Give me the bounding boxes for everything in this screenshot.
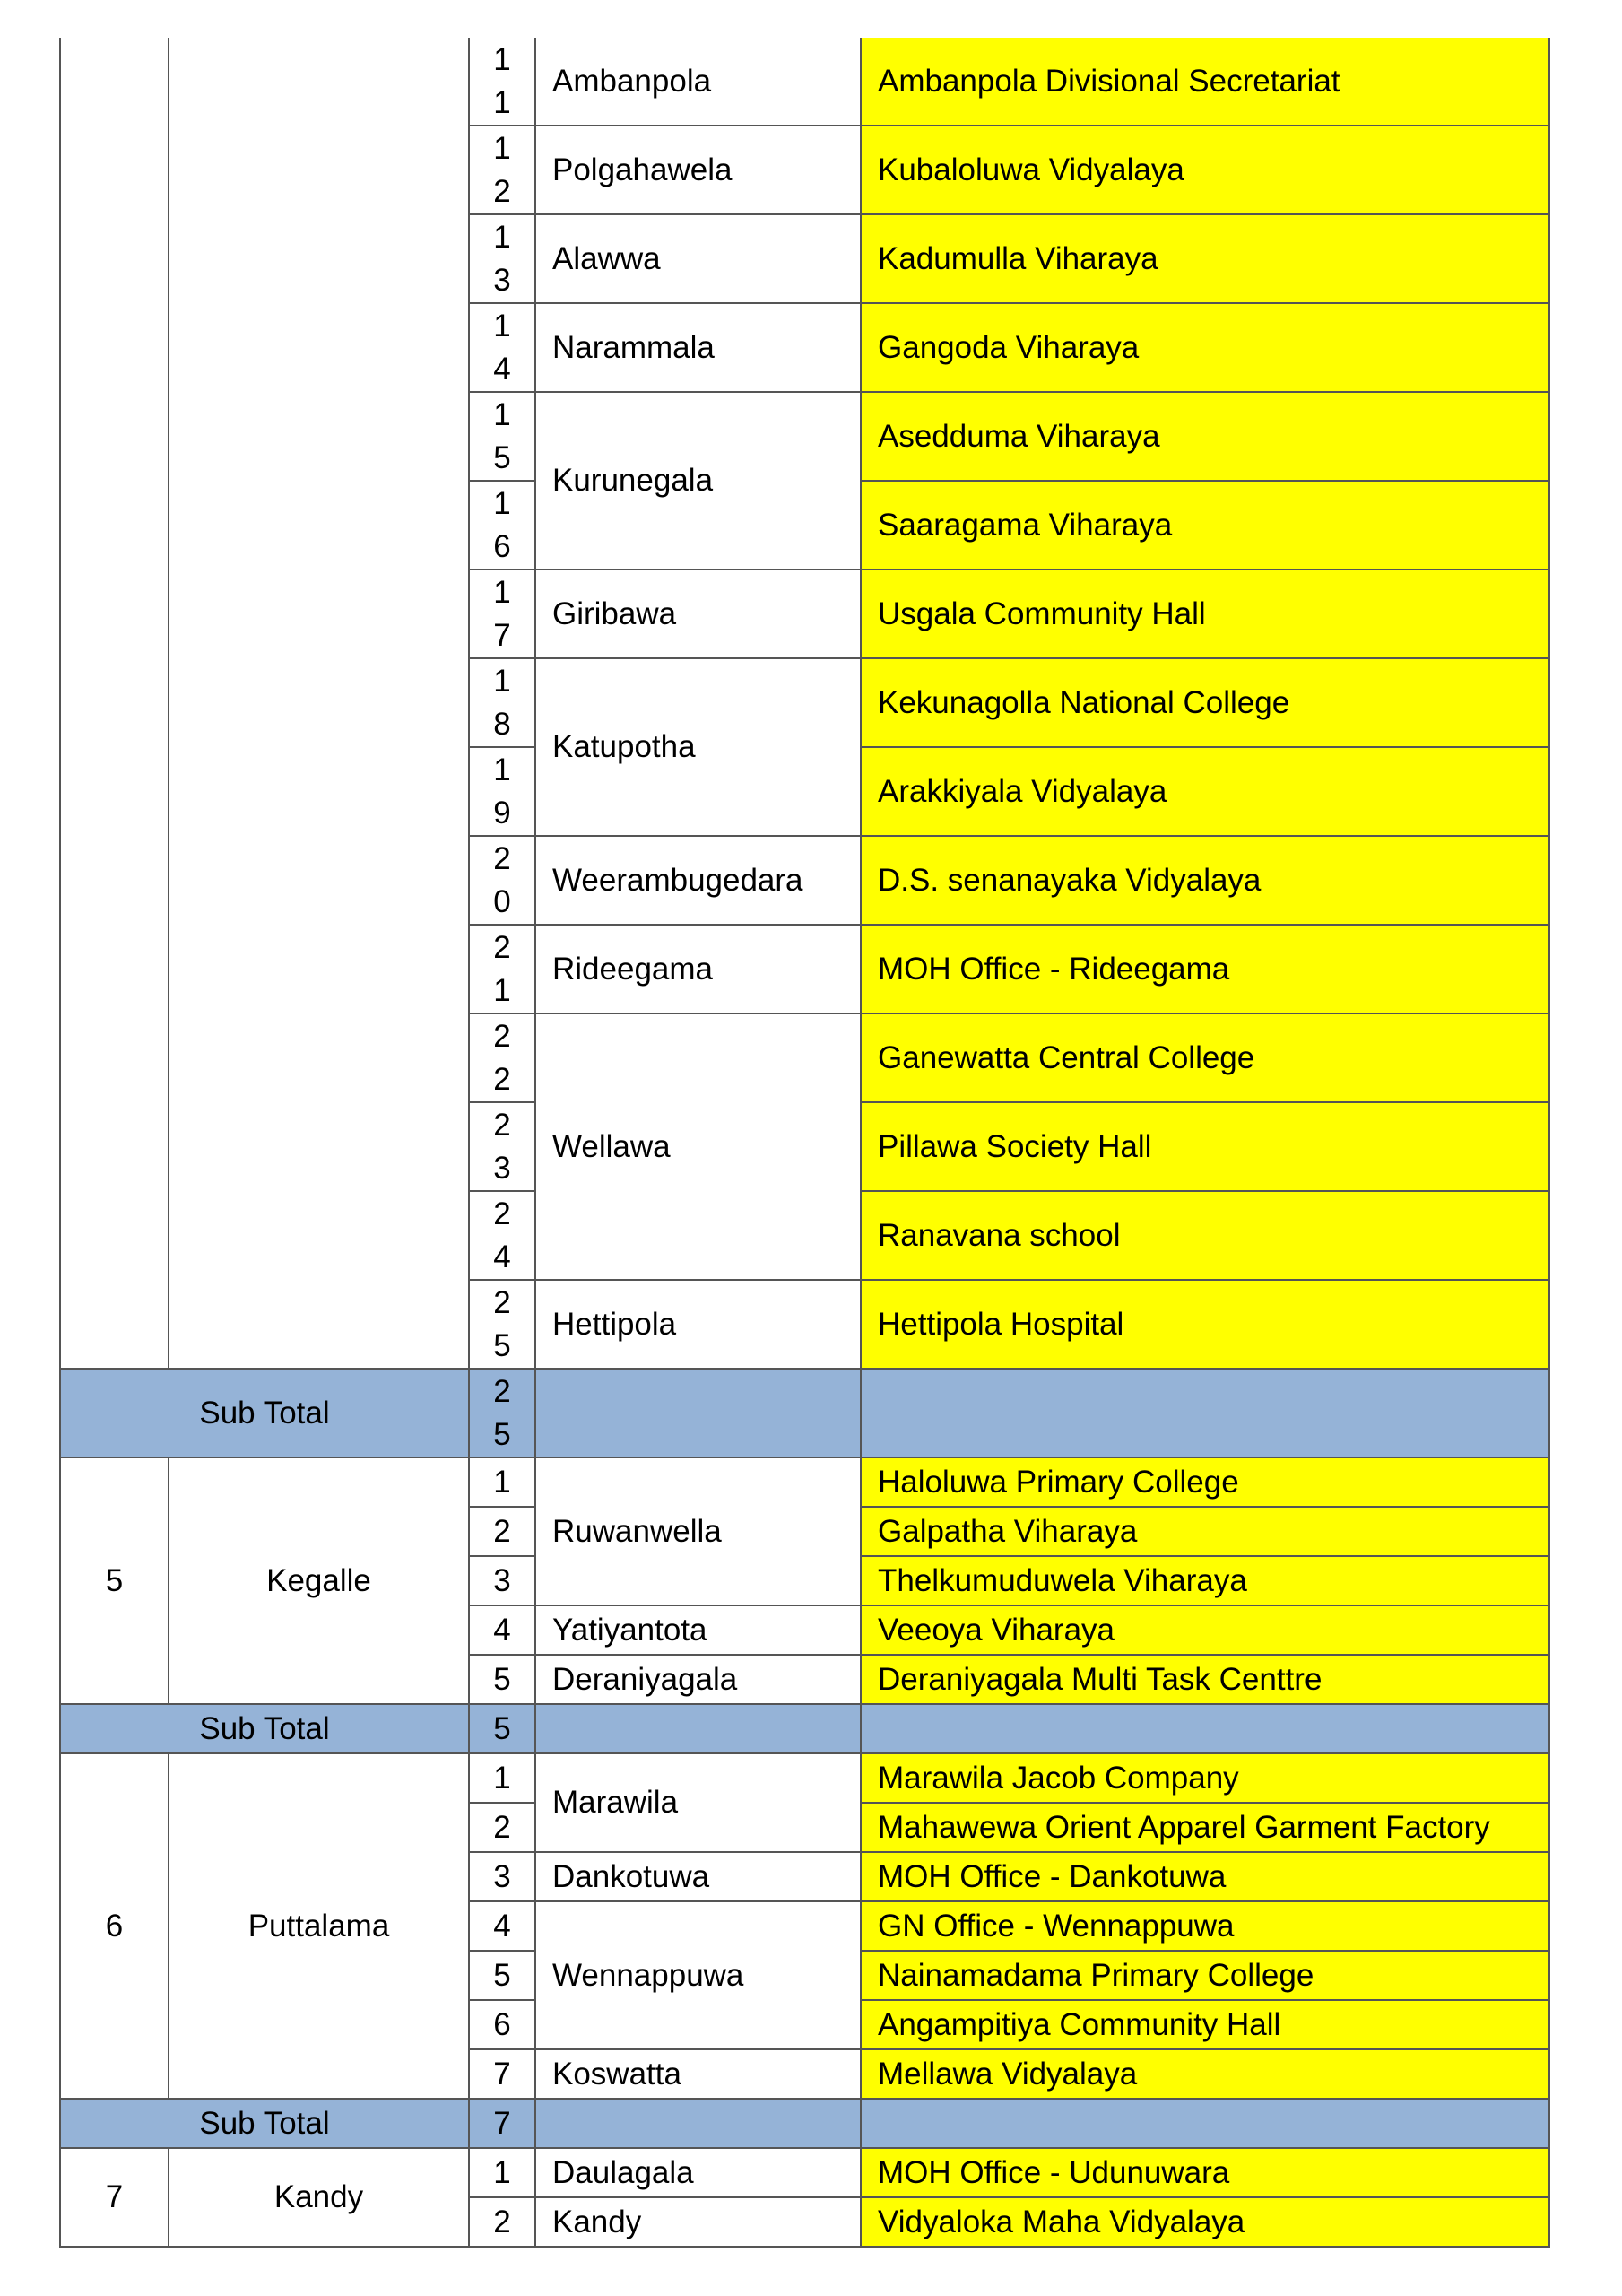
- venue-cell: Vidyaloka Maha Vidyalaya: [861, 2197, 1549, 2247]
- table-row: [60, 1753, 1549, 1803]
- venue-cell: Kekunagolla National College: [861, 658, 1549, 747]
- district-name: Puttalama: [169, 1753, 469, 2099]
- division-cell: Daulagala: [535, 2148, 861, 2197]
- venue-cell: Nainamadama Primary College: [861, 1951, 1549, 2000]
- subtotal-row: [60, 1704, 1549, 1753]
- row-number: 2: [469, 1803, 535, 1852]
- venue-cell: Ranavana school: [861, 1191, 1549, 1280]
- row-number: [469, 1280, 535, 1369]
- row-number-text: 1 5: [493, 396, 511, 475]
- row-number: 4: [469, 1605, 535, 1655]
- subtotal-label: Sub Total: [60, 2099, 469, 2148]
- division-cell: Kurunegala: [535, 392, 861, 570]
- row-number: [469, 1013, 535, 1102]
- division-cell: Polgahawela: [535, 126, 861, 214]
- venue-cell: Hettipola Hospital: [861, 1280, 1549, 1369]
- row-number-text: 2 5: [493, 1284, 511, 1363]
- subtotal-empty-cell: [861, 1704, 1549, 1753]
- subtotal-row: [60, 1369, 1549, 1457]
- subtotal-count: [469, 1369, 535, 1457]
- division-cell: Dankotuwa: [535, 1852, 861, 1901]
- row-number: 4: [469, 1901, 535, 1951]
- row-number-text: 2 1: [493, 929, 511, 1008]
- subtotal-count-text: 2 5: [493, 1373, 511, 1452]
- district-name-cell: [169, 38, 469, 1369]
- table-row: [60, 38, 1549, 126]
- subtotal-empty-cell: [535, 1369, 861, 1457]
- row-number: [469, 1191, 535, 1280]
- row-number-text: 2 3: [493, 1107, 511, 1186]
- row-number-text: 1 1: [493, 41, 511, 120]
- district-index: 6: [60, 1753, 169, 2099]
- division-cell: Hettipola: [535, 1280, 861, 1369]
- district-index-cell: [60, 38, 169, 1369]
- subtotal-empty-cell: [861, 2099, 1549, 2148]
- venue-cell: Asedduma Viharaya: [861, 392, 1549, 481]
- subtotal-count: 5: [469, 1704, 535, 1753]
- venue-cell: Ganewatta Central College: [861, 1013, 1549, 1102]
- venue-cell: Angampitiya Community Hall: [861, 2000, 1549, 2049]
- row-number-text: 1 3: [493, 219, 511, 298]
- venue-table: [59, 38, 1550, 2248]
- row-number: 5: [469, 1951, 535, 2000]
- venue-cell: Haloluwa Primary College: [861, 1457, 1549, 1507]
- division-cell: Marawila: [535, 1753, 861, 1852]
- row-number: [469, 126, 535, 214]
- row-number-text: 1 9: [493, 752, 511, 831]
- subtotal-empty-cell: [861, 1369, 1549, 1457]
- row-number: [469, 570, 535, 658]
- row-number: [469, 214, 535, 303]
- row-number: 1: [469, 2148, 535, 2197]
- venue-cell: Arakkiyala Vidyalaya: [861, 747, 1549, 836]
- division-cell: Deraniyagala: [535, 1655, 861, 1704]
- venue-cell: MOH Office - Rideegama: [861, 925, 1549, 1013]
- venue-cell: Usgala Community Hall: [861, 570, 1549, 658]
- row-number-text: 2 2: [493, 1018, 511, 1097]
- row-number: 7: [469, 2049, 535, 2099]
- row-number: [469, 481, 535, 570]
- district-index: 5: [60, 1457, 169, 1704]
- row-number-text: 2 4: [493, 1196, 511, 1274]
- venue-cell: MOH Office - Udunuwara: [861, 2148, 1549, 2197]
- venue-cell: Mahawewa Orient Apparel Garment Factory: [861, 1803, 1549, 1852]
- venue-cell: Veeoya Viharaya: [861, 1605, 1549, 1655]
- row-number: [469, 836, 535, 925]
- division-cell: Rideegama: [535, 925, 861, 1013]
- subtotal-count: 7: [469, 2099, 535, 2148]
- row-number: 3: [469, 1556, 535, 1605]
- row-number-text: 1 4: [493, 308, 511, 387]
- row-number-text: 2 0: [493, 840, 511, 919]
- district-index: 7: [60, 2148, 169, 2247]
- row-number-text: 1 2: [493, 130, 511, 209]
- row-number: [469, 747, 535, 836]
- subtotal-row: [60, 2099, 1549, 2148]
- row-number-text: 1 7: [493, 574, 511, 653]
- row-number: [469, 1102, 535, 1191]
- venue-cell: Marawila Jacob Company: [861, 1753, 1549, 1803]
- district-name: Kegalle: [169, 1457, 469, 1704]
- venue-cell: GN Office - Wennappuwa: [861, 1901, 1549, 1951]
- division-cell: Alawwa: [535, 214, 861, 303]
- venue-cell: Galpatha Viharaya: [861, 1507, 1549, 1556]
- venue-cell: Ambanpola Divisional Secretariat: [861, 38, 1549, 126]
- subtotal-empty-cell: [535, 2099, 861, 2148]
- table-row: [60, 2148, 1549, 2197]
- row-number: [469, 303, 535, 392]
- row-number: 2: [469, 2197, 535, 2247]
- division-cell: Narammala: [535, 303, 861, 392]
- row-number: [469, 38, 535, 126]
- subtotal-label: Sub Total: [60, 1369, 469, 1457]
- venue-cell: Pillawa Society Hall: [861, 1102, 1549, 1191]
- subtotal-label: Sub Total: [60, 1704, 469, 1753]
- row-number-text: 1 6: [493, 485, 511, 564]
- division-cell: Kandy: [535, 2197, 861, 2247]
- venue-cell: MOH Office - Dankotuwa: [861, 1852, 1549, 1901]
- division-cell: Wellawa: [535, 1013, 861, 1280]
- row-number-text: 1 8: [493, 663, 511, 742]
- row-number: 2: [469, 1507, 535, 1556]
- division-cell: Ambanpola: [535, 38, 861, 126]
- row-number: [469, 925, 535, 1013]
- table-row: [60, 1457, 1549, 1507]
- subtotal-empty-cell: [535, 1704, 861, 1753]
- division-cell: Giribawa: [535, 570, 861, 658]
- division-cell: Yatiyantota: [535, 1605, 861, 1655]
- venue-cell: Kadumulla Viharaya: [861, 214, 1549, 303]
- division-cell: Ruwanwella: [535, 1457, 861, 1605]
- row-number: [469, 658, 535, 747]
- row-number: 3: [469, 1852, 535, 1901]
- row-number: 5: [469, 1655, 535, 1704]
- division-cell: Weerambugedara: [535, 836, 861, 925]
- venue-cell: Saaragama Viharaya: [861, 481, 1549, 570]
- venue-cell: Mellawa Vidyalaya: [861, 2049, 1549, 2099]
- row-number: [469, 392, 535, 481]
- venue-cell: Gangoda Viharaya: [861, 303, 1549, 392]
- division-cell: Wennappuwa: [535, 1901, 861, 2049]
- venue-cell: D.S. senanayaka Vidyalaya: [861, 836, 1549, 925]
- division-cell: Koswatta: [535, 2049, 861, 2099]
- district-name: Kandy: [169, 2148, 469, 2247]
- venue-cell: Kubaloluwa Vidyalaya: [861, 126, 1549, 214]
- row-number: 6: [469, 2000, 535, 2049]
- division-cell: Katupotha: [535, 658, 861, 836]
- venue-cell: Thelkumuduwela Viharaya: [861, 1556, 1549, 1605]
- venue-cell: Deraniyagala Multi Task Centtre: [861, 1655, 1549, 1704]
- row-number: 1: [469, 1753, 535, 1803]
- row-number: 1: [469, 1457, 535, 1507]
